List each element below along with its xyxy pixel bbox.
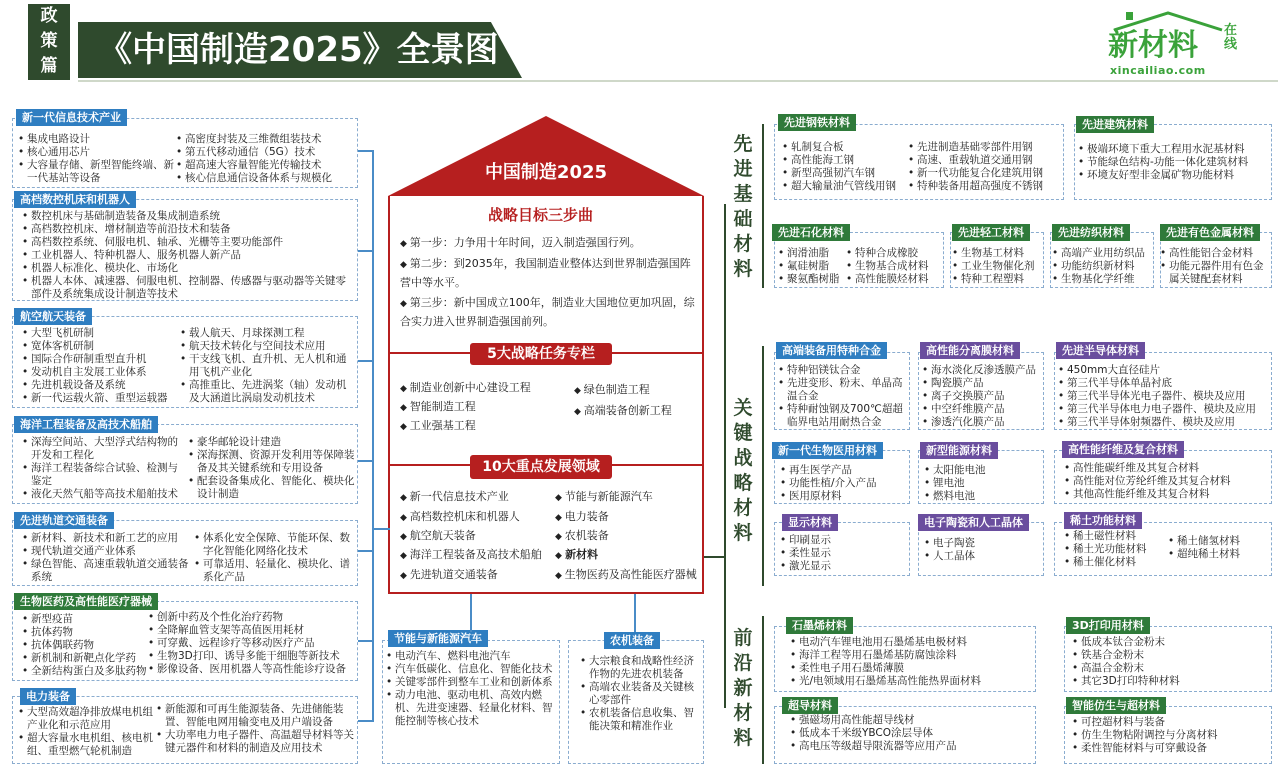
list-item: • 数控机床与基础制造装备及集成制造系统 xyxy=(22,210,354,223)
list-rail-col2 xyxy=(194,532,356,584)
field-item: ◆ 农机装备 xyxy=(555,528,609,545)
list-item: • 环境友好型非金属矿物功能材料 xyxy=(1078,169,1270,182)
list-item: • 功能性植/介入产品 xyxy=(780,477,910,490)
list-item: • 电动汽车、燃料电池汽车 xyxy=(386,650,558,663)
list-item: • 核心通用芯片 xyxy=(18,146,176,159)
list-item: • 超大容量水电机组、核电机组、重型燃气轮机制造 xyxy=(18,732,156,758)
panel-title-steel: 先进钢铁材料 xyxy=(778,114,856,131)
field-item: ◆ 节能与新能源汽车 xyxy=(555,489,653,506)
list-item: • 高档数控系统、伺服电机、轴承、光栅等主要功能部件 xyxy=(22,236,354,249)
connector xyxy=(372,150,374,720)
list-item: • 生物基化学纤维 xyxy=(1052,273,1154,286)
list-bio-col2 xyxy=(148,611,356,676)
field-item: ◆ 新材料 xyxy=(555,547,598,564)
list-item: • 可控超材料与装备 xyxy=(1072,716,1270,729)
list-item: • 绿色智能、高速重载轨道交通装备系统 xyxy=(22,558,192,584)
list-item: • 影像设备、医用机器人等高性能诊疗设备 xyxy=(148,663,356,676)
list-ocean-col1 xyxy=(22,436,186,501)
tag-char: 篇 xyxy=(40,56,58,76)
panel-title-agri: 农机装备 xyxy=(604,632,660,649)
list-item: • 大宗粮食和战略性经济作物的先进农机装备 xyxy=(580,655,702,681)
list-item: • 再生医学产品 xyxy=(780,464,910,477)
panel-title-biomed: 新一代生物医用材料 xyxy=(772,442,883,459)
panel-title-rare: 稀土功能材料 xyxy=(1064,512,1142,529)
center-title: 中国制造2025 xyxy=(484,162,608,183)
list-rare-col2 xyxy=(1168,535,1270,561)
list-item: • 高温合金粉末 xyxy=(1072,662,1270,675)
list-item: • 生物基工材料 xyxy=(952,247,1044,260)
list-item: • 人工晶体 xyxy=(924,550,1042,563)
list-item: • 铁基合金粉末 xyxy=(1072,649,1270,662)
list-item: • 高端农业装备及关键核心零部件 xyxy=(580,681,702,707)
list-item: • 强磁场用高性能超导线材 xyxy=(790,714,1034,727)
list-item: • 干支线飞机、直升机、无人机和通用飞机产业化 xyxy=(180,353,356,379)
field-item: ◆ 高档数控机床和机器人 xyxy=(400,509,520,526)
list-item: • 超大输量油气管线用钢 xyxy=(782,180,910,193)
list-item: • 高性能对位芳纶纤维及其复合材料 xyxy=(1064,475,1272,488)
field-item: ◆ 海洋工程装备及高技术船舶 xyxy=(400,547,542,564)
list-item: • 燃料电池 xyxy=(924,490,1042,503)
panel-title-bio: 生物医药及高性能医疗器械 xyxy=(14,593,158,610)
list-item: • 抗体药物 xyxy=(22,626,150,639)
list-smart xyxy=(1072,716,1270,755)
list-item: • 第五代移动通信（5G）技术 xyxy=(176,146,356,159)
list-item: • 其他高性能纤维及其复合材料 xyxy=(1064,488,1272,501)
list-item: • 新材料、新技术和新工艺的应用 xyxy=(22,532,192,545)
list-item: • 高速、重载轨道交通用钢 xyxy=(908,154,1062,167)
list-item: • 大功率电力电子器件、高温超导材料等关键元器件和材料的制造及应用技术 xyxy=(156,729,356,755)
list-item: • 电动汽车锂电池用石墨烯基电极材料 xyxy=(790,636,1034,649)
list-item: • 高性能铝合金材料 xyxy=(1160,247,1272,260)
section-bar xyxy=(762,346,764,586)
list-item: • 可穿戴、远程诊疗等移动医疗产品 xyxy=(148,637,356,650)
panel-title-energy: 新型能源材料 xyxy=(920,442,998,459)
list-item: • 核心信息通信设备体系与规模化 xyxy=(176,172,356,185)
list-item: • 高电压等级超导限流器等应用产品 xyxy=(790,740,1034,753)
page-title: 《中国制造2025》全景图 xyxy=(98,30,499,70)
list-item: • 新一代运载火箭、重型运载器 xyxy=(22,392,178,405)
list-textile xyxy=(1052,247,1154,286)
list-item: • 高密度封装及三维微组装技术 xyxy=(176,133,356,146)
list-power-col1 xyxy=(18,706,156,758)
panel-title-power: 电力装备 xyxy=(20,688,76,705)
list-item: • 大型高效超净排放煤电机组产业化和示范应用 xyxy=(18,706,156,732)
list-item: • 配套设备集成化、智能化、模块化设计制造 xyxy=(188,475,356,501)
list-item: • 大容量存储、新型智能终端、新一代基站等设备 xyxy=(18,159,176,185)
logo-suffix: 在线 xyxy=(1224,23,1238,52)
list-item: • 全新结构蛋白及多肽药物 xyxy=(22,665,150,678)
list-item: • 工业机器人、特种机器人、服务机器人新产品 xyxy=(22,249,354,262)
panel-title-membrane: 高性能分离膜材料 xyxy=(920,342,1020,359)
list-energy xyxy=(924,464,1042,503)
list-item: • 液化天然气船等高技术船舶技术 xyxy=(22,488,186,501)
list-item: • 汽车低碳化、信息化、智能化技术 xyxy=(386,663,558,676)
section-label-frontier: 前沿新材料 xyxy=(733,627,753,749)
list-item: • 高档数控机床、增材制造等前沿技术和装备 xyxy=(22,223,354,236)
panel-title-light: 先进轻工材料 xyxy=(952,224,1030,241)
list-item: • 农机装备信息收集、智能决策和精准作业 xyxy=(580,707,702,733)
list-item: • 新一代功能复合化建筑用钢 xyxy=(908,167,1062,180)
list-semi xyxy=(1058,364,1272,429)
section-label-key: 关键战略材料 xyxy=(733,397,753,544)
tasks-title: 5大战略任务专栏 xyxy=(470,343,612,365)
list-item: • 第三代半导体单晶衬底 xyxy=(1058,377,1272,390)
list-item: • 第三代半导体光电子器件、模块及应用 xyxy=(1058,390,1272,403)
list-item: • 宽体客机研制 xyxy=(22,340,178,353)
list-item: • 现代轨道交通产业体系 xyxy=(22,545,192,558)
list-item: • 轧制复合板 xyxy=(782,141,910,154)
list-item: • 陶瓷膜产品 xyxy=(922,377,1044,390)
list-item: • 功能纺织新材料 xyxy=(1052,260,1154,273)
list-item: • 稀土储氢材料 xyxy=(1168,535,1270,548)
list-item: • 稀土催化材料 xyxy=(1064,556,1164,569)
list-item: • 新型疫苗 xyxy=(22,613,150,626)
task-item: ◆ 智能制造工程 xyxy=(400,399,476,416)
list-cnc xyxy=(22,210,354,301)
list-item: • 高性能海工钢 xyxy=(782,154,910,167)
list-item: • 太阳能电池 xyxy=(924,464,1042,477)
list-item: • 海水淡化反渗透膜产品 xyxy=(922,364,1044,377)
list-item: • 生物3D打印、诱导多能干细胞等新技术 xyxy=(148,650,356,663)
section-label-basic: 先进基础材料 xyxy=(733,133,753,280)
panel-title-smart: 智能仿生与超材料 xyxy=(1066,697,1166,714)
panel-title-alloy: 高端装备用特种合金 xyxy=(776,342,887,359)
list-steel-col2 xyxy=(908,141,1062,193)
section-bar xyxy=(762,124,764,288)
connector xyxy=(358,360,374,362)
connector xyxy=(358,460,374,462)
strategy-step: ◆ 第三步：新中国成立100年，制造业大国地位更加巩固，综合实力进入世界制造强国前列。 xyxy=(400,294,696,330)
list-item: • 海洋工程装备综合试验、检测与鉴定 xyxy=(22,462,186,488)
panel-title-cnc: 高档数控机床和机器人 xyxy=(14,191,136,208)
list-item: • 大型飞机研制 xyxy=(22,327,178,340)
list-item: • 工业生物催化剂 xyxy=(952,260,1044,273)
list-item: • 深海空间站、大型浮式结构物的开发和工程化 xyxy=(22,436,186,462)
list-item: • 高推重比、先进涡桨（轴）发动机及大涵道比涡扇发动机技术 xyxy=(180,379,356,405)
list-item: • 节能绿色结构-功能一体化建筑材料 xyxy=(1078,156,1270,169)
list-item: • 载人航天、月球探测工程 xyxy=(180,327,356,340)
connector xyxy=(724,204,726,708)
list-item: • 新能源和可再生能源装备、先进储能装置、智能电网用输变电及用户端设备 xyxy=(156,703,356,729)
tag-char: 政 xyxy=(40,6,58,26)
connector xyxy=(358,720,374,722)
list-item: • 激光显示 xyxy=(780,560,908,573)
list-item: • 第三代半导体电力电子器件、模块及应用 xyxy=(1058,403,1272,416)
panel-title-semi: 先进半导体材料 xyxy=(1056,342,1145,359)
list-display xyxy=(780,534,908,573)
list-bio-col1 xyxy=(22,613,150,678)
list-item: • 聚氨酯树脂 xyxy=(778,273,846,286)
list-item: • 氟硅树脂 xyxy=(778,260,846,273)
list-item: • 稀土磁性材料 xyxy=(1064,530,1164,543)
list-item: • 中空纤维膜产品 xyxy=(922,403,1044,416)
list-aero-col2 xyxy=(180,327,356,405)
panel-title-nonferrous: 先进有色金属材料 xyxy=(1160,224,1260,241)
list-aero-col1 xyxy=(22,327,178,405)
logo-url: xincailiao.com xyxy=(1110,64,1206,77)
list-item: • 高性能膜烃材料 xyxy=(846,273,944,286)
list-item: • 先进制造基础零部件用钢 xyxy=(908,141,1062,154)
list-item: • 超纯稀土材料 xyxy=(1168,548,1270,561)
list-item: • 深海探测、资源开发利用等保障装备及其关键系统和专用设备 xyxy=(188,449,356,475)
list-item: • 极端环境下重大工程用水泥基材料 xyxy=(1078,143,1270,156)
list-item: • 电子陶瓷 xyxy=(924,537,1042,550)
list-item: • 渗透汽化膜产品 xyxy=(922,416,1044,429)
list-petro-col2 xyxy=(846,247,944,286)
panel-title-display: 显示材料 xyxy=(782,514,838,531)
list-petro-col1 xyxy=(778,247,846,286)
field-item: ◆ 航空航天装备 xyxy=(400,528,476,545)
list-item: • 动力电池、驱动电机、高效内燃机、先进变速器、轻量化材料、智能控制等核心技术 xyxy=(386,689,558,728)
section-tag xyxy=(28,4,70,80)
panel-title-building: 先进建筑材料 xyxy=(1076,116,1154,133)
list-item: • 特种合成橡胶 xyxy=(846,247,944,260)
field-item: ◆ 生物医药及高性能医疗器械 xyxy=(555,567,697,584)
list-power-col2 xyxy=(156,703,356,755)
connector xyxy=(358,640,374,642)
list-item: • 功能元器件用有色金属关键配套材料 xyxy=(1160,260,1272,286)
list-item: • 生物基合成材料 xyxy=(846,260,944,273)
panel-title-fiber: 高性能纤维及复合材料 xyxy=(1062,441,1184,458)
list-item: • 润滑油脂 xyxy=(778,247,846,260)
list-item: • 航天技术转化与空间技术应用 xyxy=(180,340,356,353)
list-item: • 体系化安全保障、节能环保、数字化智能化网络化技术 xyxy=(194,532,356,558)
list-item: • 柔性电子用石墨烯薄膜 xyxy=(790,662,1034,675)
list-item: • 机器人标准化、模块化、市场化 xyxy=(22,262,354,275)
list-item: • 450mm大直径硅片 xyxy=(1058,364,1272,377)
connector xyxy=(358,250,374,252)
list-item: • 全降解血管支架等高值医用耗材 xyxy=(148,624,356,637)
list-item: • 医用原材料 xyxy=(780,490,910,503)
connector xyxy=(372,528,390,530)
task-item: ◆ 工业强基工程 xyxy=(400,418,476,435)
panel-title-petro: 先进石化材料 xyxy=(772,224,850,241)
list-biomed xyxy=(780,464,910,503)
list-ceramic xyxy=(924,537,1042,563)
list-nev xyxy=(386,650,558,728)
list-item: • 其它3D打印特种材料 xyxy=(1072,675,1270,688)
panel-title-ocean: 海洋工程装备及高技术船舶 xyxy=(14,416,158,433)
list-item: • 印刷显示 xyxy=(780,534,908,547)
list-item: • 先进变形、粉末、单晶高温合金 xyxy=(778,377,908,403)
list-item: • 离子交换膜产品 xyxy=(922,390,1044,403)
panel-title-nev: 节能与新能源汽车 xyxy=(388,630,488,647)
list-agri xyxy=(580,655,702,733)
strategy-title: 战略目标三步曲 xyxy=(488,206,594,224)
list-item: • 机器人本体、减速器、伺服电机、控制器、传感器与驱动器等关键零部件及系统集成设计制造等技术 xyxy=(22,275,354,301)
field-item: ◆ 先进轨道交通装备 xyxy=(400,567,498,584)
list-item: • 特种工程塑料 xyxy=(952,273,1044,286)
list-building xyxy=(1078,143,1270,182)
connector xyxy=(358,550,374,552)
list-ocean-col2 xyxy=(188,436,356,501)
list-light xyxy=(952,247,1044,286)
list-super xyxy=(790,714,1034,753)
list-item: • 豪华邮轮设计建造 xyxy=(188,436,356,449)
panel-title-textile: 先进纺织材料 xyxy=(1052,224,1130,241)
list-rare-col1 xyxy=(1064,530,1164,569)
list-item: • 低成本千米级YBCO涂层导体 xyxy=(790,727,1034,740)
list-item: • 创新中药及个性化治疗药物 xyxy=(148,611,356,624)
field-item: ◆ 电力装备 xyxy=(555,509,609,526)
list-item: • 高端产业用纺织品 xyxy=(1052,247,1154,260)
tag-char: 策 xyxy=(40,31,58,51)
header-divider xyxy=(78,80,1278,82)
list-item: • 仿生生物粘附调控与分离材料 xyxy=(1072,729,1270,742)
list-alloy xyxy=(778,364,908,429)
list-printing xyxy=(1072,636,1270,688)
list-item: • 海洋工程等用石墨烯基防腐蚀涂料 xyxy=(790,649,1034,662)
field-item: ◆ 新一代信息技术产业 xyxy=(400,489,509,506)
panel-title-it: 新一代信息技术产业 xyxy=(16,109,127,126)
list-item: • 超高速大容量智能光传输技术 xyxy=(176,159,356,172)
list-item: • 低成本钛合金粉末 xyxy=(1072,636,1270,649)
list-membrane xyxy=(922,364,1044,429)
list-item: • 特种耐蚀钢及700℃超超临界电站用耐热合金 xyxy=(778,403,908,429)
panel-title-aero: 航空航天装备 xyxy=(14,308,92,325)
fields-title: 10大重点发展领域 xyxy=(470,455,612,479)
panel-title-rail: 先进轨道交通装备 xyxy=(14,512,114,529)
list-fiber xyxy=(1064,462,1272,501)
list-item: • 抗体偶联药物 xyxy=(22,639,150,652)
list-it-col1 xyxy=(18,133,176,185)
list-steel-col1 xyxy=(782,141,910,193)
list-item: • 新型高强韧汽车钢 xyxy=(782,167,910,180)
list-item: • 特种装备用超高强度不锈钢 xyxy=(908,180,1062,193)
list-item: • 国际合作研制重型直升机 xyxy=(22,353,178,366)
strategy-step: ◆ 第一步：力争用十年时间，迈入制造强国行列。 xyxy=(400,235,696,252)
list-item: • 特种铝镁钛合金 xyxy=(778,364,908,377)
list-item: • 柔性显示 xyxy=(780,547,908,560)
list-item: • 光/电领域用石墨烯基高性能热界面材料 xyxy=(790,675,1034,688)
list-item: • 锂电池 xyxy=(924,477,1042,490)
list-item: • 稀土光功能材料 xyxy=(1064,543,1164,556)
list-it-col2 xyxy=(176,133,356,185)
panel-title-graphene: 石墨烯材料 xyxy=(786,617,853,634)
list-item: • 柔性智能材料与可穿戴设备 xyxy=(1072,742,1270,755)
panel-title-printing: 3D打印用材料 xyxy=(1066,617,1150,634)
list-item: • 先进机载设备及系统 xyxy=(22,379,178,392)
list-item: • 发动机自主发展工业体系 xyxy=(22,366,178,379)
list-item: • 高性能碳纤维及其复合材料 xyxy=(1064,462,1272,475)
panel-title-ceramic: 电子陶瓷和人工晶体 xyxy=(918,514,1029,531)
list-nonferrous xyxy=(1160,247,1272,286)
house-roof xyxy=(386,114,706,198)
list-item: • 第三代半导体射频器件、模块及应用 xyxy=(1058,416,1272,429)
logo-name: 新材料 xyxy=(1108,28,1198,63)
list-item: • 可靠适用、轻量化、模块化、谱系化产品 xyxy=(194,558,356,584)
list-graphene xyxy=(790,636,1034,688)
connector xyxy=(470,594,472,632)
task-item: ◆ 高端装备创新工程 xyxy=(574,403,672,420)
task-item: ◆ 绿色制造工程 xyxy=(574,382,650,399)
strategy-step: ◆ 第二步：到2035年，我国制造业整体达到世界制造强国阵营中等水平。 xyxy=(400,255,696,291)
task-item: ◆ 制造业创新中心建设工程 xyxy=(400,380,531,397)
connector xyxy=(704,556,726,558)
section-bar xyxy=(762,616,764,764)
panel-title-super: 超导材料 xyxy=(782,697,838,714)
connector xyxy=(634,594,636,632)
list-item: • 新机制和新靶点化学药 xyxy=(22,652,150,665)
list-rail-col1 xyxy=(22,532,192,584)
list-item: • 集成电路设计 xyxy=(18,133,176,146)
list-item: • 关键零部件到整车工业和创新体系 xyxy=(386,676,558,689)
